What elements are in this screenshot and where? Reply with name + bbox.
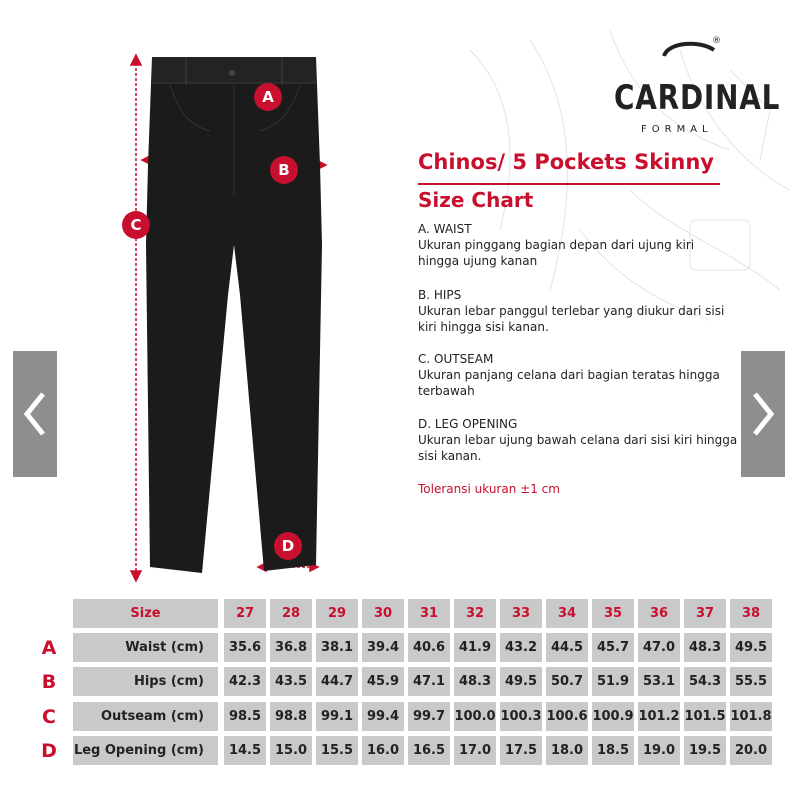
table-cell: 101.8 [730, 702, 772, 731]
table-cell: 20.0 [730, 736, 772, 765]
table-cell: 17.0 [454, 736, 496, 765]
marker-d [274, 532, 302, 560]
description-outseam [418, 351, 738, 399]
size-header-cell: 33 [500, 599, 542, 628]
table-cell: 98.5 [224, 702, 266, 731]
size-header-cell: 34 [546, 599, 588, 628]
size-header-cell: 28 [270, 599, 312, 628]
row-label: Leg Opening (cm) [73, 736, 218, 765]
brand-swoosh-icon [660, 40, 720, 60]
table-cell: 18.5 [592, 736, 634, 765]
size-header-cell: 29 [316, 599, 358, 628]
table-cell: 49.5 [730, 633, 772, 662]
brand-logo [660, 36, 721, 64]
carousel-prev-button[interactable] [13, 351, 57, 477]
marker-a [254, 83, 282, 111]
description-heading: C. OUTSEAM [418, 352, 494, 366]
description-heading: A. WAIST [418, 222, 472, 236]
table-cell: 43.2 [500, 633, 542, 662]
title-divider [418, 183, 720, 185]
table-cell: 99.7 [408, 702, 450, 731]
size-header-cell: 31 [408, 599, 450, 628]
marker-c-label: C [130, 216, 142, 234]
table-cell: 42.3 [224, 667, 266, 696]
description-leg-opening [418, 416, 738, 464]
size-header-cell: 32 [454, 599, 496, 628]
size-header-cell: 35 [592, 599, 634, 628]
chevron-right-icon [749, 390, 777, 438]
table-cell: 47.1 [408, 667, 450, 696]
description-waist [418, 221, 738, 269]
table-cell: 40.6 [408, 633, 450, 662]
table-cell: 35.6 [224, 633, 266, 662]
row-letter: C [42, 705, 56, 728]
size-header-cell: 37 [684, 599, 726, 628]
brand-registered-mark: ® [712, 36, 721, 46]
table-cell: 19.0 [638, 736, 680, 765]
table-cell: 36.8 [270, 633, 312, 662]
background-sketch [430, 30, 800, 330]
table-cell: 44.7 [316, 667, 358, 696]
table-cell: 15.0 [270, 736, 312, 765]
table-cell: 49.5 [500, 667, 542, 696]
table-cell: 14.5 [224, 736, 266, 765]
marker-a-label: A [262, 88, 274, 106]
description-text: Ukuran pinggang bagian depan dari ujung kiri hingga ujung kanan [418, 238, 695, 268]
marker-b [270, 156, 298, 184]
size-chart-heading: Size Chart [418, 188, 534, 212]
tolerance-note: Toleransi ukuran ±1 cm [418, 482, 560, 496]
table-cell: 99.1 [316, 702, 358, 731]
table-cell: 100.9 [592, 702, 634, 731]
pants-illustration [110, 45, 360, 590]
row-letter: B [41, 670, 57, 693]
row-label: Waist (cm) [73, 633, 218, 662]
table-cell: 16.0 [362, 736, 404, 765]
table-cell: 100.0 [454, 702, 496, 731]
marker-d-label: D [281, 537, 295, 555]
table-cell: 18.0 [546, 736, 588, 765]
chevron-left-icon [21, 390, 49, 438]
description-heading: B. HIPS [418, 288, 462, 302]
carousel-next-button[interactable] [741, 351, 785, 477]
row-label: Outseam (cm) [73, 702, 218, 731]
table-cell: 50.7 [546, 667, 588, 696]
table-cell: 53.1 [638, 667, 680, 696]
marker-c [122, 211, 150, 239]
brand-name: CARDINAL [614, 78, 781, 118]
description-hips [418, 287, 738, 335]
table-cell: 98.8 [270, 702, 312, 731]
table-cell: 48.3 [684, 633, 726, 662]
table-cell: 39.4 [362, 633, 404, 662]
table-cell: 16.5 [408, 736, 450, 765]
table-cell: 43.5 [270, 667, 312, 696]
product-title: Chinos/ 5 Pockets Skinny [418, 150, 714, 174]
table-cell: 41.9 [454, 633, 496, 662]
table-cell: 45.7 [592, 633, 634, 662]
description-text: Ukuran lebar ujung bawah celana dari sisi kiri hingga sisi kanan. [418, 433, 738, 463]
row-label: Hips (cm) [73, 667, 218, 696]
table-cell: 47.0 [638, 633, 680, 662]
table-cell: 101.2 [638, 702, 680, 731]
row-letter: D [41, 739, 57, 762]
table-cell: 45.9 [362, 667, 404, 696]
table-cell: 48.3 [454, 667, 496, 696]
table-cell: 101.5 [684, 702, 726, 731]
table-cell: 44.5 [546, 633, 588, 662]
brand-sub: FORMAL [641, 124, 713, 135]
table-cell: 100.6 [546, 702, 588, 731]
table-cell: 99.4 [362, 702, 404, 731]
table-cell: 51.9 [592, 667, 634, 696]
marker-b-label: B [278, 161, 290, 179]
table-cell: 38.1 [316, 633, 358, 662]
description-heading: D. LEG OPENING [418, 417, 518, 431]
size-header-cell: 30 [362, 599, 404, 628]
size-header-cell: 38 [730, 599, 772, 628]
row-letter: A [41, 636, 57, 659]
table-cell: 15.5 [316, 736, 358, 765]
table-cell: 54.3 [684, 667, 726, 696]
table-cell: 17.5 [500, 736, 542, 765]
description-text: Ukuran panjang celana dari bagian teratas hingga terbawah [418, 368, 720, 398]
size-header-label: Size [73, 599, 218, 628]
description-text: Ukuran lebar panggul terlebar yang diukur dari sisi kiri hingga sisi kanan. [418, 304, 725, 334]
table-cell: 100.3 [500, 702, 542, 731]
size-header-cell: 36 [638, 599, 680, 628]
table-cell: 55.5 [730, 667, 772, 696]
size-header-cell: 27 [224, 599, 266, 628]
table-cell: 19.5 [684, 736, 726, 765]
